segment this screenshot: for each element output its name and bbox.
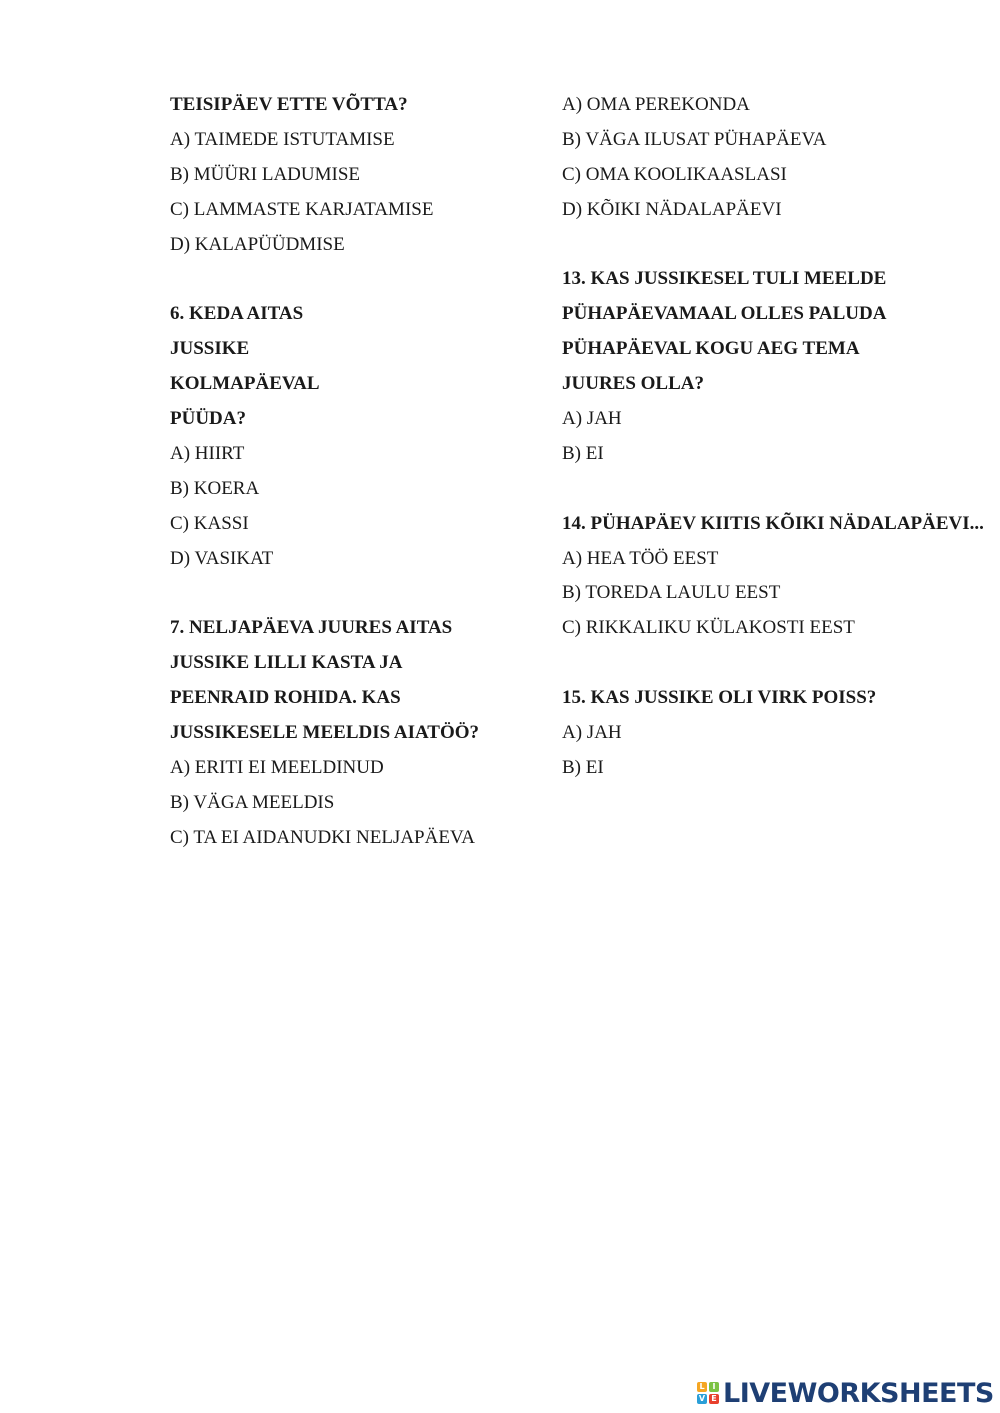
question-13-title-line-2: PÜHAPÄEVAMAAL OLLES PALUDA [562, 303, 887, 325]
question-5-option-c[interactable]: C) LAMMASTE KARJATAMISE [170, 198, 434, 220]
question-12-option-d[interactable]: D) KÕIKI NÄDALAPÄEVI [562, 198, 782, 220]
question-7-title-line-3: PEENRAID ROHIDA. KAS [170, 687, 401, 709]
liveworksheets-logo[interactable] [697, 1378, 994, 1408]
logo-text: LIVEWORKSHEETS [723, 1377, 994, 1409]
question-15-option-b[interactable]: B) EI [562, 756, 604, 778]
question-5-option-d[interactable]: D) KALAPÜÜDMISE [170, 233, 345, 255]
question-12-option-b[interactable]: B) VÄGA ILUSAT PÜHAPÄEVA [562, 128, 827, 150]
question-6-option-c[interactable]: C) KASSI [170, 512, 249, 534]
question-14-option-a[interactable]: A) HEA TÖÖ EEST [562, 547, 719, 569]
logo-icon [697, 1382, 719, 1404]
question-5-title: TEISIPÄEV ETTE VÕTTA? [170, 94, 408, 115]
logo-cell-e: E [709, 1394, 719, 1404]
question-5-option-b[interactable]: B) MÜÜRI LADUMISE [170, 163, 360, 185]
question-6-title-line-1: 6. KEDA AITAS [170, 303, 304, 325]
spacer [170, 576, 550, 611]
question-6-option-b[interactable]: B) KOERA [170, 477, 260, 499]
question-7-title-line-2: JUSSIKE LILLI KASTA JA [170, 652, 403, 674]
question-13-title-line-3: PÜHAPÄEVAL KOGU AEG TEMA [562, 338, 860, 360]
question-7-title-line-4: JUSSIKESELE MEELDIS AIATÖÖ? [170, 722, 480, 744]
question-13-option-b[interactable]: B) EI [562, 442, 604, 464]
question-15-option-a[interactable]: A) JAH [562, 722, 622, 744]
question-5-option-a[interactable]: A) TAIMEDE ISTUTAMISE [170, 128, 395, 150]
question-6-option-d[interactable]: D) VASIKAT [170, 547, 274, 569]
question-15-title: 15. KAS JUSSIKE OLI VIRK POISS? [562, 687, 877, 709]
left-column [170, 88, 550, 856]
spacer [562, 228, 1000, 263]
question-13-title-line-1: 13. KAS JUSSIKESEL TULI MEELDE [562, 268, 887, 290]
question-6-title-line-3: KOLMAPÄEVAL [170, 373, 320, 395]
question-13-option-a[interactable]: A) JAH [562, 408, 622, 430]
question-7-title-line-1: 7. NELJAPÄEVA JUURES AITAS [170, 617, 453, 639]
spacer [562, 646, 1000, 681]
question-6-title-line-2: JUSSIKE [170, 338, 250, 360]
question-6-title-line-4: PÜÜDA? [170, 408, 246, 430]
question-14-option-c[interactable]: C) RIKKALIKU KÜLAKOSTI EEST [562, 617, 855, 639]
logo-cell-l: L [697, 1382, 707, 1392]
question-14-title: 14. PÜHAPÄEV KIITIS KÕIKI NÄDALAPÄEVI... [562, 512, 984, 534]
question-13-title-line-4: JUURES OLLA? [562, 373, 704, 395]
question-12-option-c[interactable]: C) OMA KOOLIKAASLASI [562, 163, 787, 185]
question-7-option-c[interactable]: C) TA EI AIDANUDKI NELJAPÄEVA [170, 826, 475, 848]
logo-cell-v: V [698, 1394, 706, 1403]
logo-cell-i: I [709, 1382, 719, 1392]
question-7-option-b[interactable]: B) VÄGA MEELDIS [170, 791, 335, 813]
spacer [170, 262, 550, 297]
right-column [562, 88, 1000, 786]
question-12-option-a[interactable]: A) OMA PEREKONDA [562, 94, 750, 115]
question-14-option-b[interactable]: B) TOREDA LAULU EEST [562, 582, 781, 604]
question-6-option-a[interactable]: A) HIIRT [170, 442, 245, 464]
spacer [562, 472, 1000, 507]
question-7-option-a[interactable]: A) ERITI EI MEELDINUD [170, 756, 384, 778]
